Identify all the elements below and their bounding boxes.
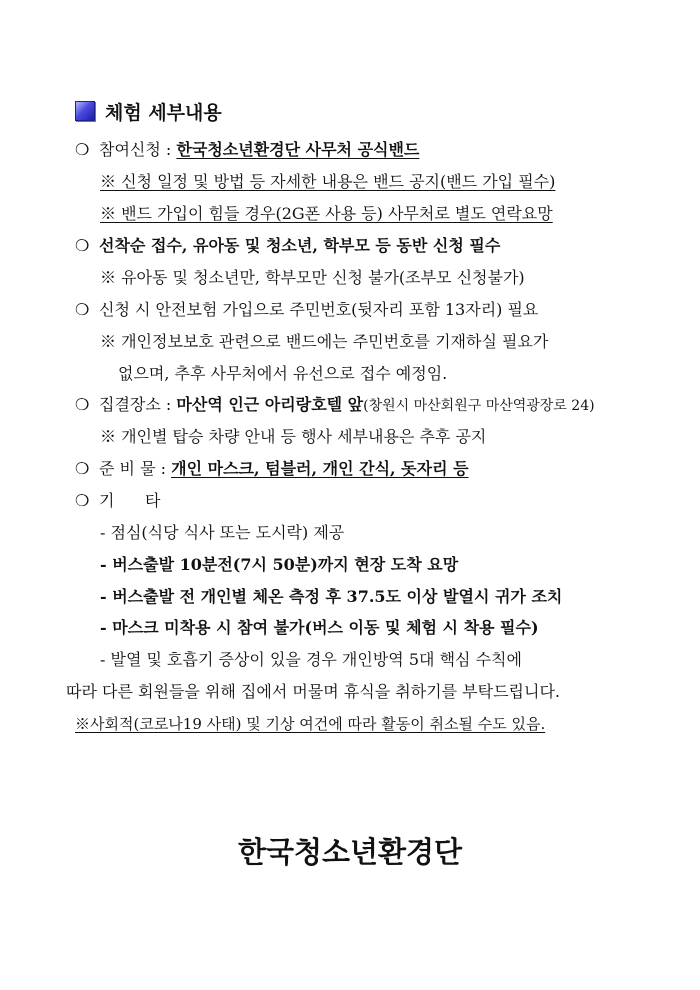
section-header [75, 98, 222, 124]
etc-item-lunch: - 점심(식당 식사 또는 도시락) 제공 [100, 523, 345, 542]
first-come-line [75, 235, 500, 257]
circle-bullet-icon: ❍ [75, 140, 90, 159]
etc-item-temperature: - 버스출발 전 개인별 체온 측정 후 37.5도 이상 발열시 귀가 조치 [100, 587, 563, 606]
meeting-line [75, 394, 595, 417]
prepare-value: 개인 마스크, 텀블러, 개인 간식, 돗자리 등 [171, 459, 469, 478]
meeting-value: 마산역 인근 아리랑호텔 앞 [176, 395, 364, 414]
insurance-line [75, 299, 538, 321]
organization-name: 한국청소년환경단 [237, 835, 463, 869]
apply-line [75, 139, 419, 161]
first-come-text: 선착순 접수, 유아동 및 청소년, 학부모 등 동반 신청 필수 [99, 236, 501, 255]
blue-square-icon [75, 101, 95, 121]
footnote: ※사회적(코로나19 사태) 및 기상 여건에 따라 활동이 취소될 수도 있음. [75, 715, 546, 733]
insurance-note-1: ※ 개인정보보호 관련으로 밴드에는 주민번호를 기재하실 필요가 [100, 332, 549, 351]
insurance-note-2: 없으며, 추후 사무처에서 유선으로 접수 예정임. [118, 364, 448, 383]
prepare-label: 준 비 물 : [99, 459, 167, 478]
meeting-label: 집결장소 : [99, 395, 172, 414]
insurance-text: 신청 시 안전보험 가입으로 주민번호(뒷자리 포함 13자리) 필요 [99, 300, 539, 319]
circle-bullet-icon: ❍ [75, 300, 90, 319]
circle-bullet-icon: ❍ [75, 491, 90, 510]
etc-label: 기 타 [99, 491, 161, 510]
prepare-line [75, 458, 469, 480]
apply-label: 참여신청 : [99, 140, 172, 159]
etc-line [75, 490, 160, 512]
apply-note-1: ※ 신청 일정 및 방법 등 자세한 내용은 밴드 공지(밴드 가입 필수) [100, 172, 556, 191]
first-come-note: ※ 유아동 및 청소년만, 학부모만 신청 불가(조부모 신청불가) [100, 268, 525, 287]
etc-item-arrival: - 버스출발 10분전(7시 50분)까지 현장 도착 요망 [100, 555, 459, 574]
etc-para-line-1: - 발열 및 호흡기 증상이 있을 경우 개인방역 5대 핵심 수칙에 [100, 650, 522, 669]
circle-bullet-icon: ❍ [75, 395, 90, 414]
meeting-address: (창원시 마산회원구 마산역광장로 24) [363, 398, 595, 414]
etc-para-line-2: 따라 다른 회원들을 위해 집에서 머물며 휴식을 취하기를 부탁드립니다. [66, 682, 560, 701]
circle-bullet-icon: ❍ [75, 236, 90, 255]
etc-item-mask: - 마스크 미착용 시 참여 불가(버스 이동 및 체험 시 착용 필수) [100, 618, 539, 637]
circle-bullet-icon: ❍ [75, 459, 90, 478]
apply-value: 한국청소년환경단 사무처 공식밴드 [176, 140, 420, 159]
meeting-note: ※ 개인별 탑승 차량 안내 등 행사 세부내용은 추후 공지 [100, 427, 487, 446]
section-title: 체험 세부내용 [105, 101, 222, 124]
apply-note-2: ※ 밴드 가입이 힘들 경우(2G폰 사용 등) 사무처로 별도 연락요망 [100, 204, 553, 223]
